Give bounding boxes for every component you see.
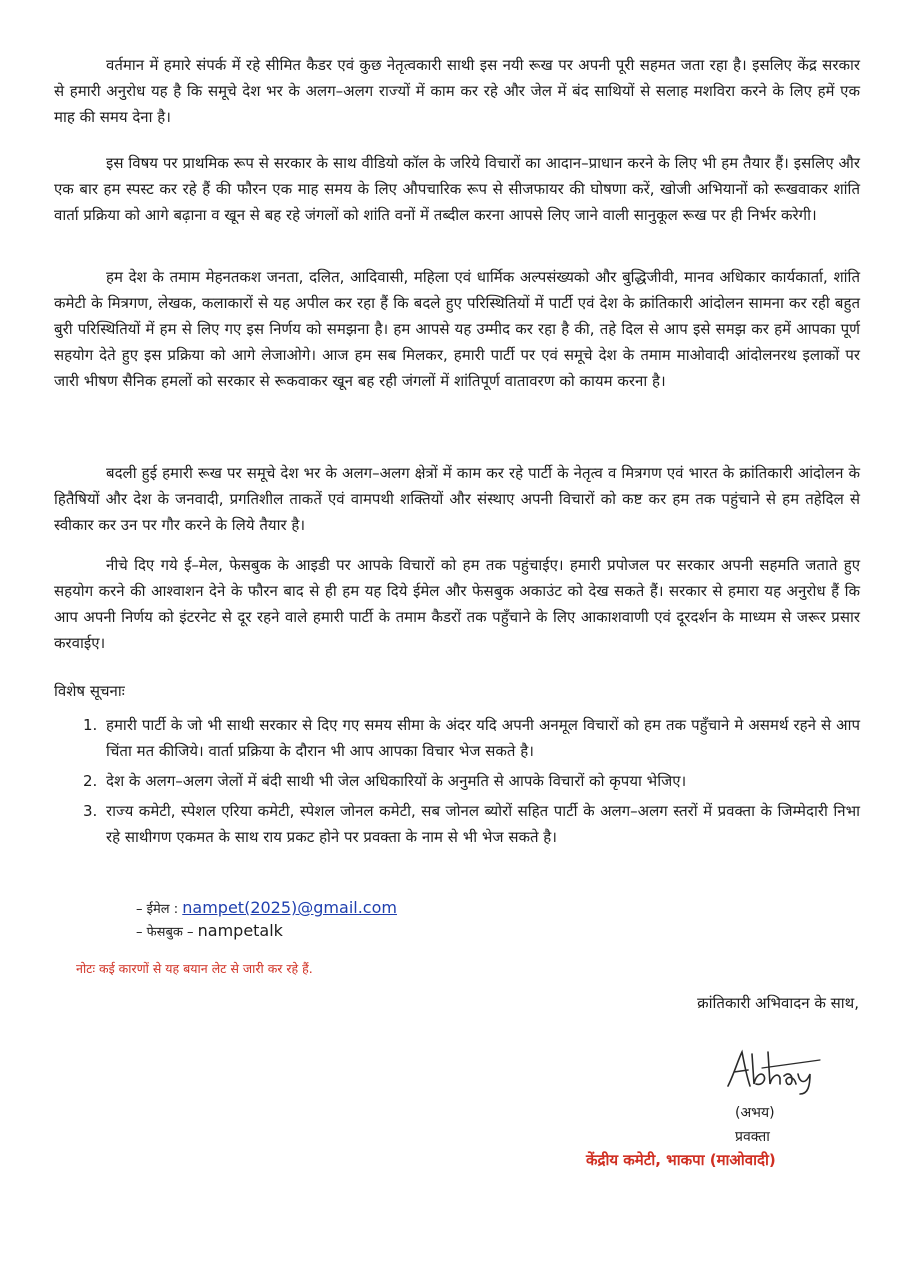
list-item-number: 3. — [83, 802, 98, 820]
paragraph-1: वर्तमान में हमारे संपर्क में रहे सीमित कैडर एवं कुछ नेतृत्वकारी साथी इस नयी रूख पर अपनी पूरी सहमत जता रहा है। इसलिए केंद्र सरकार से हमारी अनुरोध यह है कि समूचे देश भर के अलग–अलग राज्यों में काम कर रहे और जेल में बंद साथियों से सलाह मशविरा करने के लिए हमें एक माह की समय देना है। — [54, 56, 860, 126]
email-label: – ईमेल : — [136, 902, 179, 917]
email-link[interactable]: nampet(2025)@gmail.com — [182, 898, 397, 917]
facebook-label: – फेसबुक – — [136, 925, 194, 940]
list-item — [54, 798, 860, 850]
signatory-name: (अभय) — [735, 1105, 775, 1121]
handwritten-signature — [722, 1046, 822, 1096]
paragraph-5: नीचे दिए गये ई–मेल, फेसबुक के आइडी पर आपके विचारों को हम तक पहुंचाईए। हमारी प्रपोजल पर सरकार अपनी सहमति जताते हुए सहयोग करने की आश्वाशन देने के फौरन बाद से ही हम यह दिये ईमेल और फेसबुक अकाउंट को देख सकते हैं। सरकार से हमारा यह अनुरोध हैं कि आप अपनी निर्णय को इंटरनेट से दूर रहने वाले हमारी पार्टी के तमाम कैडरों तक पहुँचाने के लिए आकाशवाणी एवं दूरदर्शन के माध्यम से जरूर प्रसार करवाईए। — [54, 556, 860, 652]
organization-name: केंद्रीय कमेटी, भाकपा (माओवादी) — [586, 1151, 776, 1169]
paragraph-4: बदली हुई हमारी रूख पर समूचे देश भर के अलग–अलग क्षेत्रों में काम कर रहे पार्टी के नेतृत्व व मित्रगण एवं भारत के क्रांतिकारी आंदोलन के हितैषियों और देश के जनवादी, प्रगतिशील ताकतें एवं वामपथी शक्तियों और संस्थाए अपनी विचारों को कष्ट कर हम तक पहुंचाने से हम तहेदिल से स्वीकार कर उन पर गौर करने के लिये तैयार है। — [54, 464, 860, 534]
special-notice-list — [54, 712, 860, 854]
signatory-role: प्रवक्ता — [735, 1129, 770, 1145]
closing-salutation: क्रांतिकारी अभिवादन के साथ, — [697, 994, 859, 1012]
list-item-text: देश के अलग–अलग जेलों में बंदी साथी भी जेल अधिकारियों के अनुमति से आपके विचारों को कृपया भेजिए। — [106, 772, 687, 790]
paragraph-2: इस विषय पर प्राथमिक रूप से सरकार के साथ वीडियो कॉल के जरिये विचारों का आदान–प्राधान करने के लिए भी हम तैयार हैं। इसलिए और एक बार हम स्पस्ट कर रहे हैं की फौरन एक माह समय के लिए औपचारिक रूप से सीजफायर की घोषणा करें, खोजी अभियानों को रूखवाकर शांति वार्ता प्रक्रिया को आगे बढ़ाना व खून से बह रहे जंगलों को शांति वनों में तब्दील करना आपसे लिए जाने वाली सानुकूल रूख पर ही निर्भर करेगी। — [54, 154, 860, 224]
special-notice-heading: विशेष सूचनाः — [54, 682, 125, 700]
note-text: नोटः कई कारणों से यह बयान लेट से जारी कर रहे हैं. — [76, 961, 313, 976]
list-item-text: राज्य कमेटी, स्पेशल एरिया कमेटी, स्पेशल जोनल कमेटी, सब जोनल ब्योरों सहित पार्टी के अलग–अलग स्तरों में प्रवक्ता के जिम्मेदारी निभा रहे साथीगण एकमत के साथ राय प्रकट होने पर प्रवक्ता के नाम से भी भेज सकते है। — [106, 802, 860, 846]
list-item-number: 2. — [83, 772, 98, 790]
list-item-number: 1. — [83, 716, 98, 734]
facebook-id: nampetalk — [197, 921, 283, 940]
list-item — [54, 768, 860, 794]
facebook-contact — [136, 921, 283, 943]
list-item-text: हमारी पार्टी के जो भी साथी सरकार से दिए गए समय सीमा के अंदर यदि अपनी अनमूल विचारों को हम तक पहुँचाने मे असमर्थ रहने से आप चिंता मत कीजिये। वार्ता प्रक्रिया के दौरान भी आप आपका विचार भेज सकते है। — [106, 716, 860, 760]
list-item — [54, 712, 860, 764]
email-contact — [136, 898, 397, 920]
paragraph-3: हम देश के तमाम मेहनतकश जनता, दलित, आदिवासी, महिला एवं धार्मिक अल्पसंख्यको और बुद्धिजीवी, मानव अधिकार कार्यकार्ता, शांति कमेटी के मित्रगण, लेखक, कलाकारों से यह अपील कर रहा हैं कि बदले हुए परिस्थितियों में पार्टी एवं देश के क्रांतिकारी आंदोलन सामना कर रही बहुत बुरी परिस्थितियों में हम से लिए गए इस निर्णय को समझना है। हम आपसे यह उम्मीद कर रहा है की, तहे दिल से आप इसे समझ कर हमें आपका पूर्ण सहयोग देते हुए इस प्रक्रिया को आगे लेजाओगे। आज हम सब मिलकर, हमारी पार्टी पर एवं समूचे देश के तमाम माओवादी आंदोलनरथ इलाकों पर जारी भीषण सैनिक हमलों को सरकार से रूकवाकर खून बह रही जंगलों में शांतिपूर्ण वातावरण को कायम करना है। — [54, 268, 860, 390]
